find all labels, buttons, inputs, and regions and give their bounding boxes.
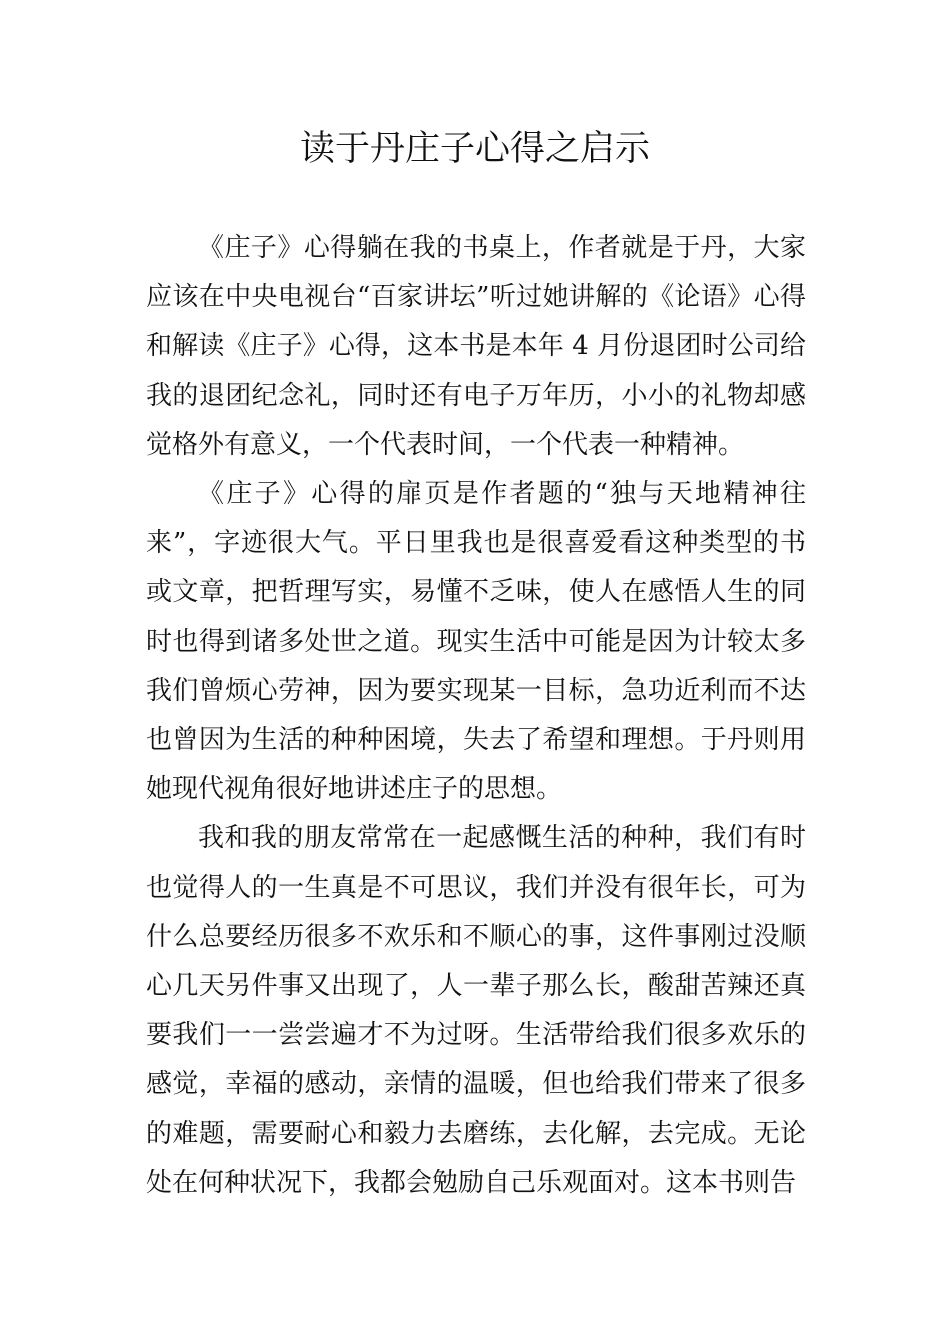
paragraph: 《庄子》心得的扉页是作者题的“独与天地精神往来”，字迹很大气。平日里我也是很喜爱看这种类型的书或文章，把哲理写实，易懂不乏味，使人在感悟人生的同时也得到诸多处世之道。现实生活中可能是因为计较太多我们曾烦心劳神，因为要实现某一目标，急功近利而不达也曾因为生活的种种困境，失去了希望和理想。于丹则用她现代视角很好地讲述庄子的思想。 — [146, 479, 806, 805]
page-title: 读于丹庄子心得之启示 — [299, 129, 650, 169]
document-body — [146, 224, 806, 1208]
paragraph: 《庄子》心得躺在我的书桌上，作者就是于丹，大家应该在中央电视台“百家讲坛”听过她讲解的《论语》心得和解读《庄子》心得，这本书是本年 4 月份退团时公司给我的退团纪念礼，同时还有电子万年历，小小的礼物却感觉格外有意义，一个代表时间，一个代表一种精神。 — [146, 233, 806, 460]
paragraph: 我和我的朋友常常在一起感慨生活的种种，我们有时也觉得人的一生真是不可思议，我们并没有很年长，可为什么总要经历很多不欢乐和不顺心的事，这件事刚过没顺心几天另件事又出现了，人一辈子那么长，酸甜苦辣还真要我们一一尝尝遍才不为过呀。生活带给我们很多欢乐的感觉，幸福的感动，亲情的温暖，但也给我们带来了很多的难题，需要耐心和毅力去磨练，去化解，去完成。无论处在何种状况下，我都会勉励自己乐观面对。这本书则告 — [146, 823, 806, 1198]
